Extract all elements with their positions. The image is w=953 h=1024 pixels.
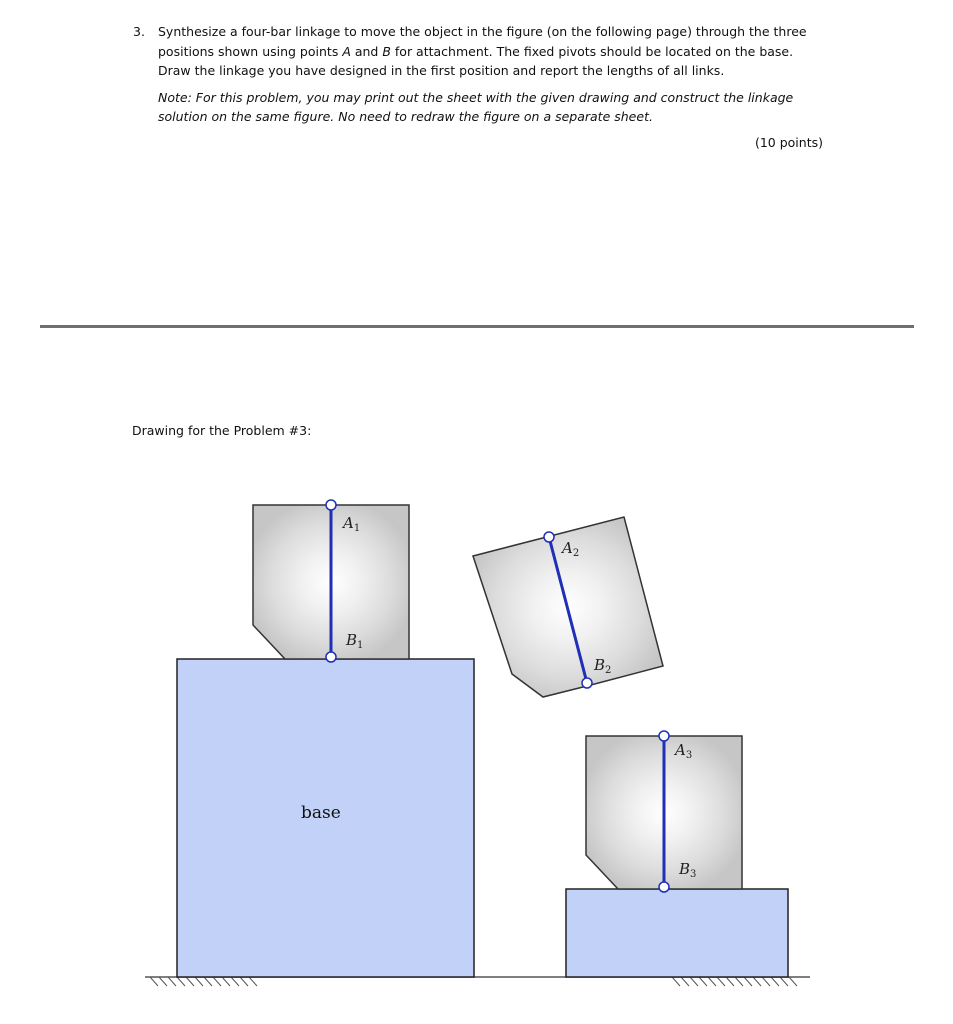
point-a3-marker [659, 731, 669, 741]
label-a1: $A_1$ [343, 514, 361, 534]
point-a-ref: A [342, 43, 351, 59]
problem-points: (10 points) [754, 134, 823, 150]
base-label: base [301, 803, 341, 823]
ground [145, 977, 810, 986]
problem-number: 3. [133, 24, 145, 39]
object-position-2 [473, 517, 663, 697]
statement-pre: Synthesize a four-bar linkage to move the object in the figure (on the following page) through the three positions shown using points [158, 24, 807, 59]
label-a3: $A_3$ [675, 741, 693, 761]
label-b1: $B_1$ [346, 631, 364, 651]
point-b2-marker [582, 678, 592, 688]
point-b-ref: B [382, 43, 391, 59]
statement-and: and [350, 43, 383, 59]
point-a1-marker [326, 500, 336, 510]
label-a2: $A_2$ [562, 539, 580, 559]
problem-note: Note: For this problem, you may print out the sheet with the given drawing and construct the linkage solution on the same figure. No need to redraw the figure on a separate sheet. [158, 89, 794, 124]
point-a2-marker [544, 532, 554, 542]
label-b2: $B_2$ [594, 656, 612, 676]
statement-post: for attachment. The fixed pivots should be located on the base. Draw the linkage you have designed in the first position and report the lengths of all links. [158, 43, 794, 78]
small-base-block [566, 889, 788, 977]
point-b3-marker [659, 882, 669, 892]
object-position-1 [253, 500, 409, 662]
drawing-caption: Drawing for the Problem #3: [132, 423, 312, 438]
object-position-3 [586, 731, 742, 892]
label-b3: $B_3$ [679, 860, 697, 880]
point-b1-marker [326, 652, 336, 662]
